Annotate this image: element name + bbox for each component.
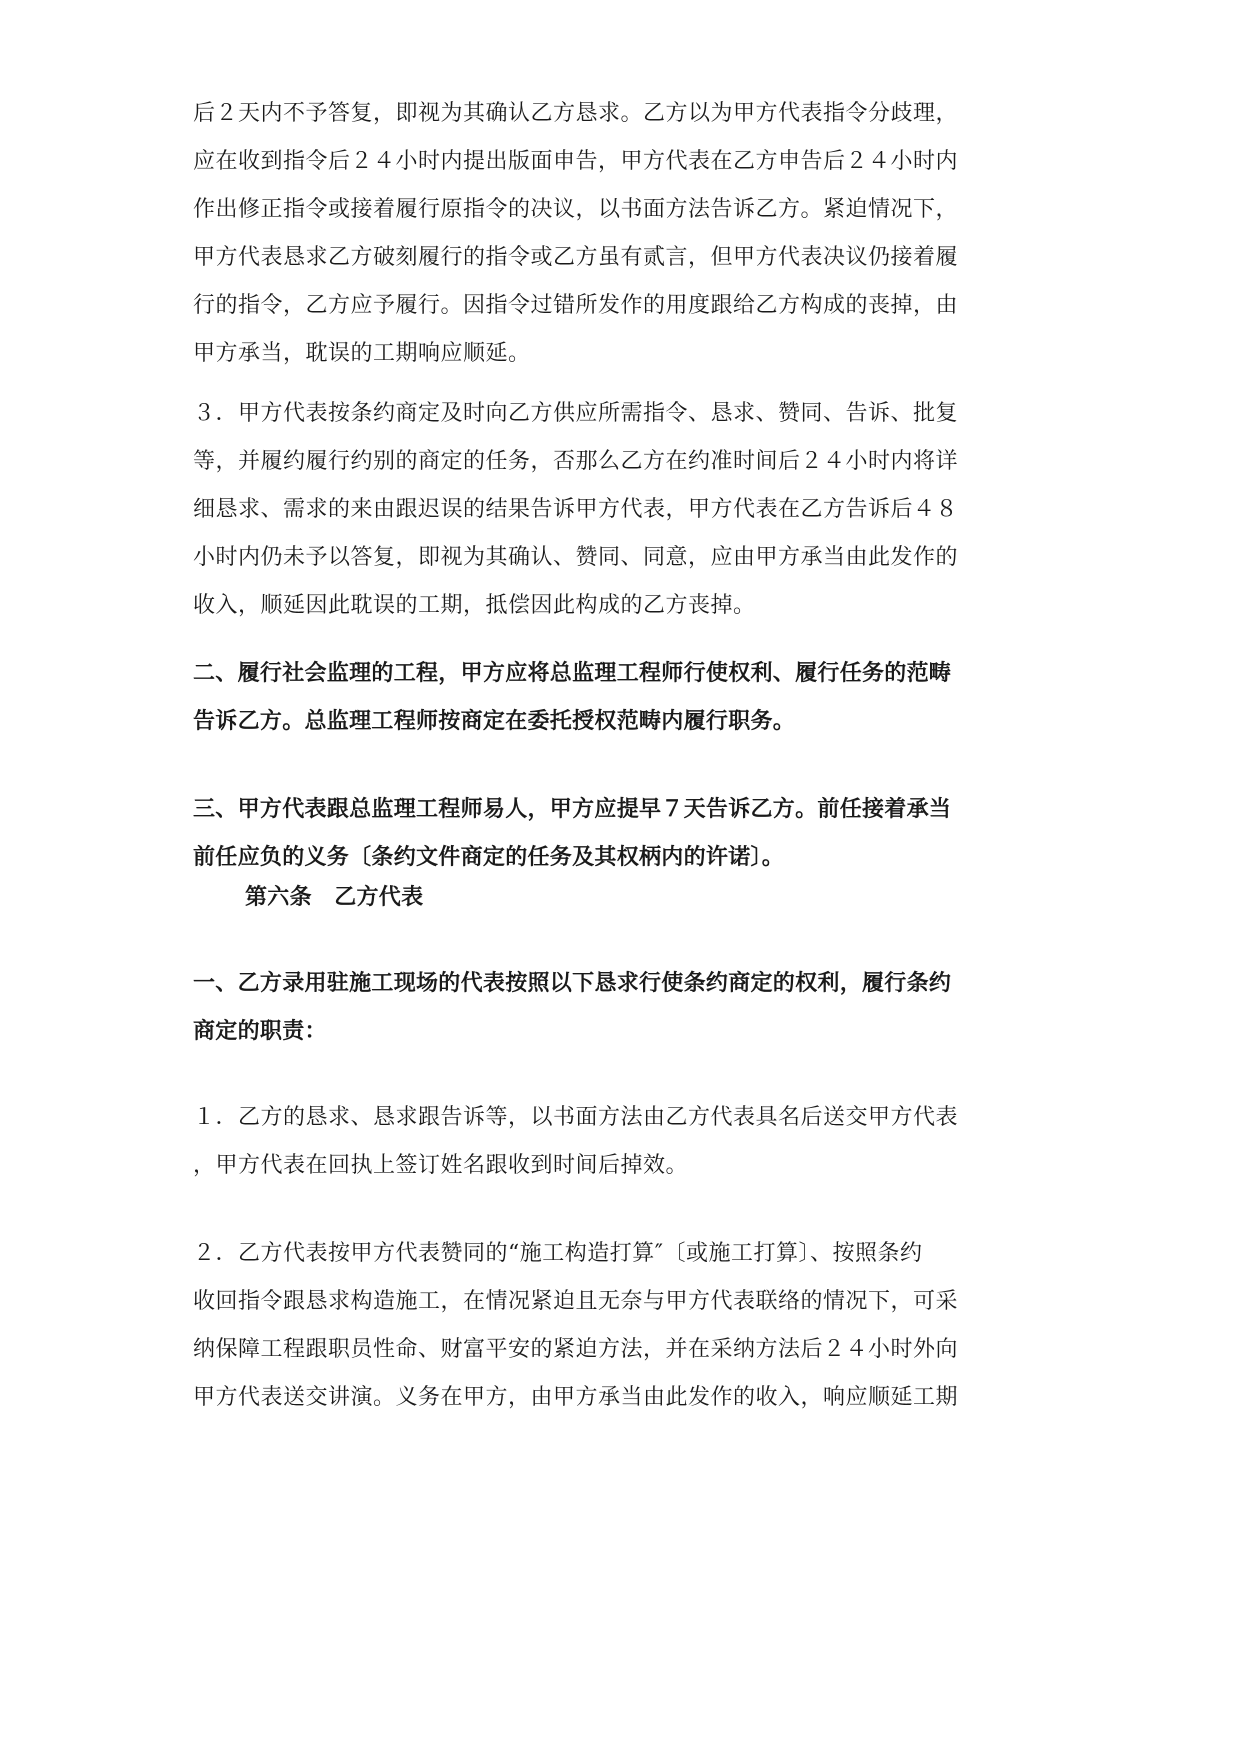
article-6-heading (193, 874, 1055, 922)
paragraph-section-2 (193, 650, 1055, 746)
text-line: 后２天内不予答复，即视为其确认乙方恳求。乙方以为甲方代表指令分歧理， (193, 101, 959, 126)
text-line: 收入，顺延因此耽误的工期，抵偿因此构成的乙方丧掉。 (193, 593, 756, 618)
text-line: 甲方代表送交讲演。义务在甲方，由甲方承当由此发作的收入，响应顺延工期 (193, 1385, 959, 1410)
text-line: 细恳求、需求的来由跟迟误的结果告诉甲方代表，甲方代表在乙方告诉后４８ (193, 497, 959, 522)
heading-text: 第六条 乙方代表 (245, 885, 424, 910)
text-line: 应在收到指令后２４小时内提出版面申告，甲方代表在乙方申告后２４小时内 (193, 149, 959, 174)
text-line: 一、乙方录用驻施工现场的代表按照以下恳求行使条约商定的权利，履行条约 (193, 971, 952, 996)
text-line: 纳保障工程跟职员性命、财富平安的紧迫方法，并在采纳方法后２４小时外向 (193, 1337, 959, 1362)
text-line: 甲方代表恳求乙方破刻履行的指令或乙方虽有贰言，但甲方代表决议仍接着履 (193, 245, 959, 270)
text-line: 小时内仍未予以答复，即视为其确认、赞同、同意，应由甲方承当由此发作的 (193, 545, 959, 570)
text-line: 前任应负的义务〔条约文件商定的任务及其权柄内的许诺〕。 (193, 845, 785, 870)
paragraph-article-6-section-1 (193, 960, 1055, 1056)
text-line: 收回指令跟恳求构造施工，在情况紧迫且无奈与甲方代表联络的情况下，可采 (193, 1289, 959, 1314)
text-line: ２．乙方代表按甲方代表赞同的“施工构造打算″〔或施工打算〕、按照条约 (193, 1241, 923, 1266)
paragraph-article-6-item-1 (193, 1094, 1055, 1190)
text-line: １．乙方的恳求、恳求跟告诉等，以书面方法由乙方代表具名后送交甲方代表 (193, 1105, 959, 1130)
text-line: 商定的职责： (193, 1019, 327, 1044)
text-line: 二、履行社会监理的工程，甲方应将总监理工程师行使权利、履行任务的范畴 (193, 661, 952, 686)
paragraph-item-3 (193, 390, 1055, 630)
paragraph-section-3 (193, 786, 1055, 882)
text-line: 行的指令，乙方应予履行。因指令过错所发作的用度跟给乙方构成的丧掉，由 (193, 293, 959, 318)
paragraph-directive-objection (193, 90, 1055, 378)
text-line: 甲方承当，耽误的工期响应顺延。 (193, 341, 531, 366)
text-line: 三、甲方代表跟总监理工程师易人，甲方应提早７天告诉乙方。前任接着承当 (193, 797, 952, 822)
paragraph-article-6-item-2 (193, 1230, 1055, 1422)
text-line: ３．甲方代表按条约商定及时向乙方供应所需指令、恳求、赞同、告诉、批复 (193, 401, 959, 426)
text-line: 告诉乙方。总监理工程师按商定在委托授权范畴内履行职务。 (193, 709, 796, 734)
text-line: ，甲方代表在回执上签订姓名跟收到时间后掉效。 (193, 1153, 689, 1178)
text-line: 作出修正指令或接着履行原指令的决议，以书面方法告诉乙方。紧迫情况下， (193, 197, 959, 222)
text-line: 等，并履约履行约别的商定的任务，否那么乙方在约准时间后２４小时内将详 (193, 449, 959, 474)
